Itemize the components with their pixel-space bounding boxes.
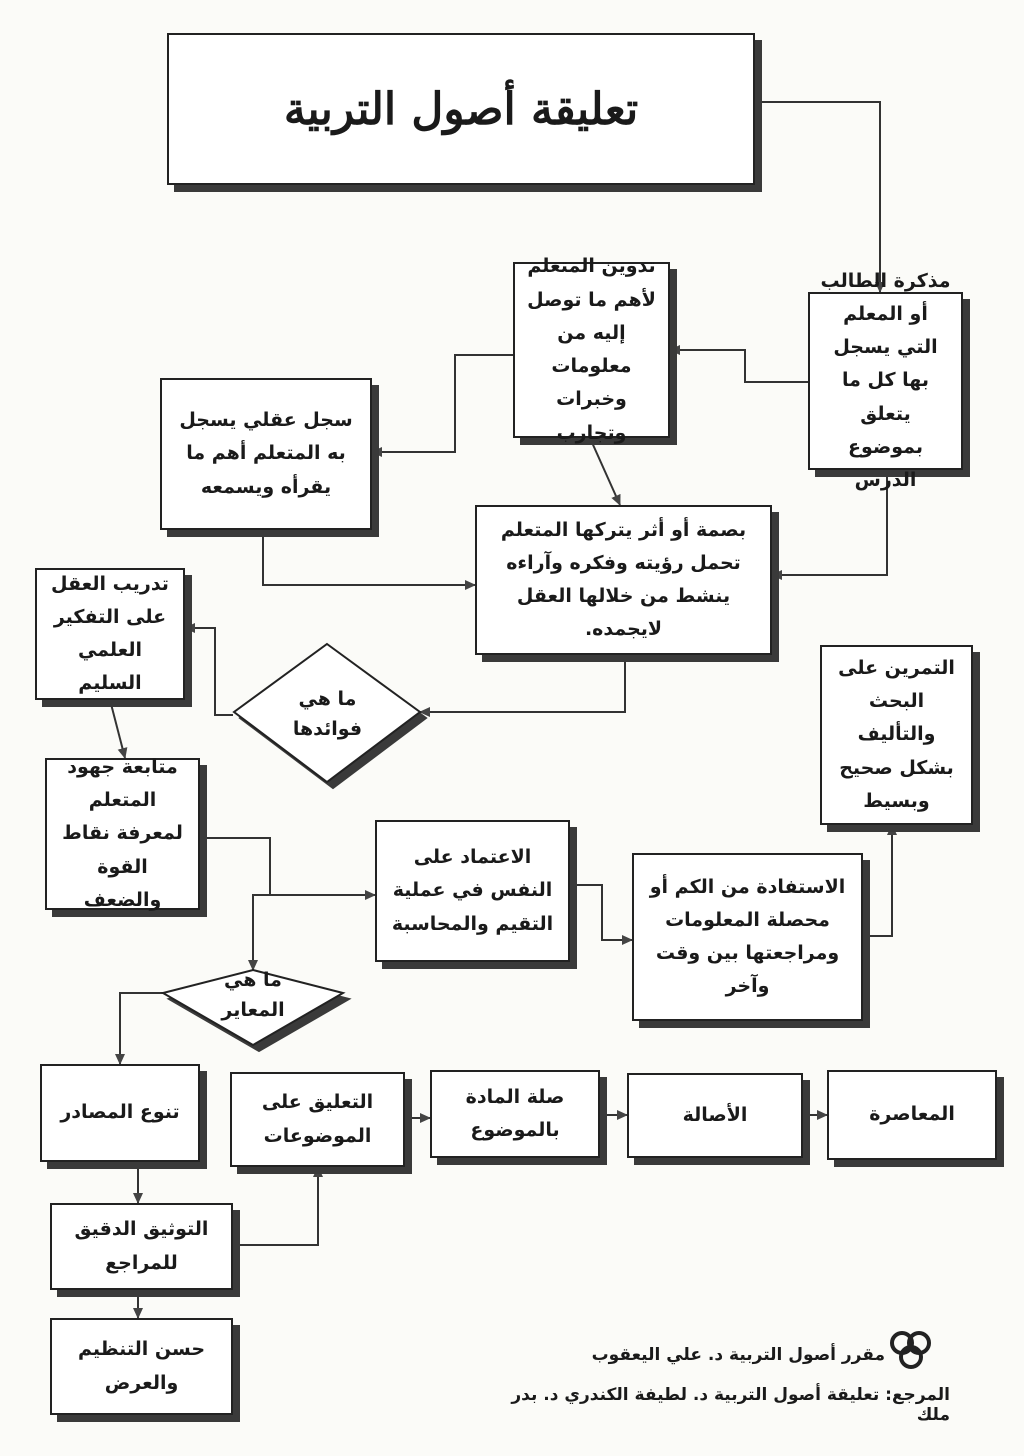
organization-box: حسن التنظيم والعرض [50,1318,233,1415]
originality-box: الأصالة [627,1073,803,1158]
arrow-criteria-to-sources [120,993,165,1064]
arrow-train-to-follow [110,700,125,758]
mental-record-box: سجل عقلي يسجل به المتعلم أهم ما يقرأه ويسمعه [160,378,372,530]
footer-course: مقرر أصول التربية د. علي اليعقوب [591,1345,885,1365]
train-mind-box: تدريب العقل على التفكير العلمي السليم [35,568,185,700]
three-rings-logo-icon [892,1333,929,1367]
arrow-documentation-to-commentary [233,1167,318,1245]
arrow-title-to-definition [755,102,880,292]
documentation-box: التوثيق الدقيق للمراجع [50,1203,233,1290]
arrow-sources-to-documentation [120,1162,138,1203]
footer-reference: المرجع: تعليقة أصول التربية د. لطيفة الكندري د. بدر ملك [511,1385,950,1425]
criteria-question: ما هي المعاير [221,968,285,1021]
sources-box: تنوع المصادر [40,1064,200,1162]
recording-box: تدوين المتعلم لأهم ما توصل إليه من معلومات وخبرات وتجارب [513,262,670,438]
commentary-box: التعليق على الموضوعات [230,1072,405,1167]
imprint-box: بصمة أو أثر يتركها المتعلم تحمل رؤيته وفكره وآراءه ينشط من خلالها العقل لايجمده. [475,505,772,655]
benefit-box: الاستفادة من الكم أو محصلة المعلومات ومراجعتها بين وقت وآخر [632,853,863,1021]
page-title: تعليقة أصول التربية [167,33,755,185]
arrow-benefit-to-research [863,825,892,936]
contemporary-box: المعاصرة [827,1070,997,1160]
self-reliance-box: الاعتماد على النفس في عملية التقيم والمحاسبة [375,820,570,962]
benefits-question: ما هي فوائدها [292,687,363,740]
arrow-benefits-to-train [185,628,233,715]
arrow-recording-to-mental [372,355,513,452]
arrow-selfreliance-to-benefit [570,885,632,940]
arrow-imprint-to-benefits [420,655,625,712]
research-box: التمرين على البحث والتأليف بشكل صحيح وبسيط [820,645,973,825]
arrow-definition-to-recording [670,350,808,382]
arrow-follow-to-criteria [200,838,270,970]
follow-up-box: متابعة جهود المتعلم لمعرفة نقاط القوة والضعف [45,758,200,910]
arrow-mental-to-imprint [263,530,475,585]
definition-box: مذكرة الطالب أو المعلم التي يسجل بها كل ما يتعلق بموضوع الدرس [808,292,963,470]
relevance-box: صلة المادة بالموضوع [430,1070,600,1158]
